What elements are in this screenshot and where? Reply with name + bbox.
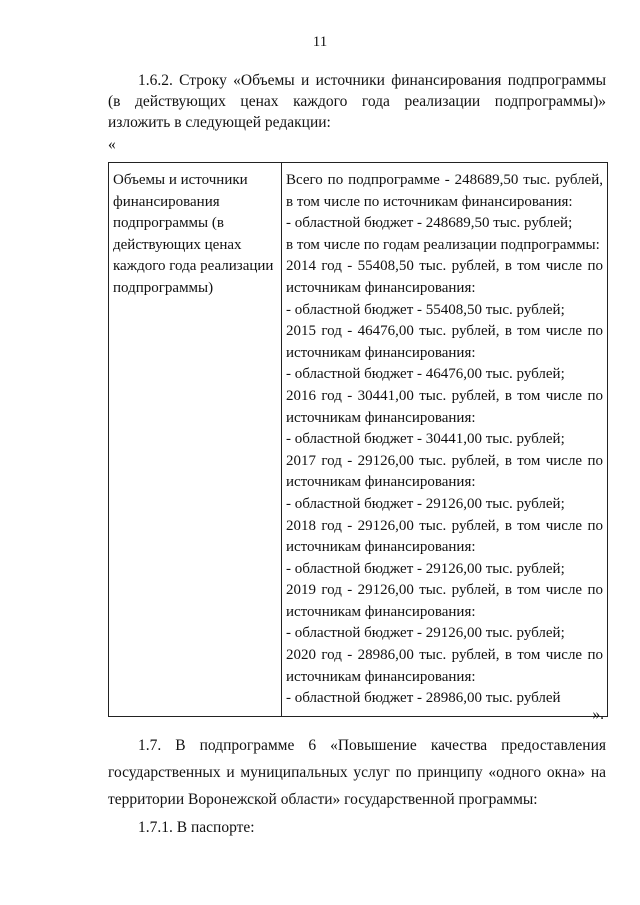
value-line: 2017 год - 29126,00 тыс. рублей, в том числе по [286,452,603,469]
value-line: в том числе по источникам финансирования: [286,193,573,210]
value-line: в том числе по годам реализации подпрограммы: [286,236,600,253]
table-row [109,163,608,717]
label-line: финансирования [113,193,220,210]
value-line: 2015 год - 46476,00 тыс. рублей, в том числе по [286,323,603,340]
value-line: - областной бюджет - 29126,00 тыс. рублей; [286,625,565,642]
value-line: - областной бюджет - 29126,00 тыс. рублей; [286,495,565,512]
paragraph-1-7-1: 1.7.1. В паспорте: [138,819,255,836]
closing-quote: ». [592,706,604,723]
value-line: 2019 год - 29126,00 тыс. рублей, в том числе по [286,582,603,599]
value-line: источникам финансирования: [286,603,476,620]
value-line: Всего по подпрограмме - 248689,50 тыс. рублей, [286,172,603,188]
page-number: 11 [312,34,328,50]
value-line: - областной бюджет - 55408,50 тыс. рублей; [286,301,565,318]
value-line: источникам финансирования: [286,474,476,491]
value-line: источникам финансирования: [286,409,476,426]
value-line: - областной бюджет - 46476,00 тыс. рублей; [286,366,565,383]
value-line: источникам финансирования: [286,344,476,361]
value-line: - областной бюджет - 29126,00 тыс. рублей; [286,560,565,577]
opening-quote: « [108,136,116,153]
label-line: действующих ценах [113,236,242,253]
value-line: - областной бюджет - 30441,00 тыс. рублей; [286,431,565,448]
value-line: 2020 год - 28986,00 тыс. рублей, в том числе по [286,647,603,664]
value-line: источникам финансирования: [286,539,476,556]
value-line: источникам финансирования: [286,668,476,685]
label-line: каждого года реализации [113,258,274,275]
paragraph-1-7: 1.7. В подпрограмме 6 «Повышение качества предоставления государственных и муниципальных услуг по принципу «одного окна» на территории Воронежской области» государственной программы: [108,737,606,808]
label-line: Объемы и источники [113,172,248,188]
paragraph-1-6-2: 1.6.2. Строку «Объемы и источники финансирования подпрограммы (в действующих ценах каждого года реализации подпрограммы)» изложить в следующей редакции: [108,72,606,131]
funding-table [108,162,608,717]
label-line: подпрограммы (в [113,215,224,232]
row-value-cell [282,163,608,717]
value-line: источникам финансирования: [286,279,476,296]
label-line: подпрограммы) [113,279,214,296]
value-line: 2016 год - 30441,00 тыс. рублей, в том числе по [286,387,603,404]
value-line: 2018 год - 29126,00 тыс. рублей, в том числе по [286,517,603,534]
value-line: - областной бюджет - 248689,50 тыс. рублей; [286,215,573,232]
value-line: - областной бюджет - 28986,00 тыс. рублей [286,690,561,707]
row-label-cell [109,163,282,717]
value-line: 2014 год - 55408,50 тыс. рублей, в том числе по [286,258,603,275]
